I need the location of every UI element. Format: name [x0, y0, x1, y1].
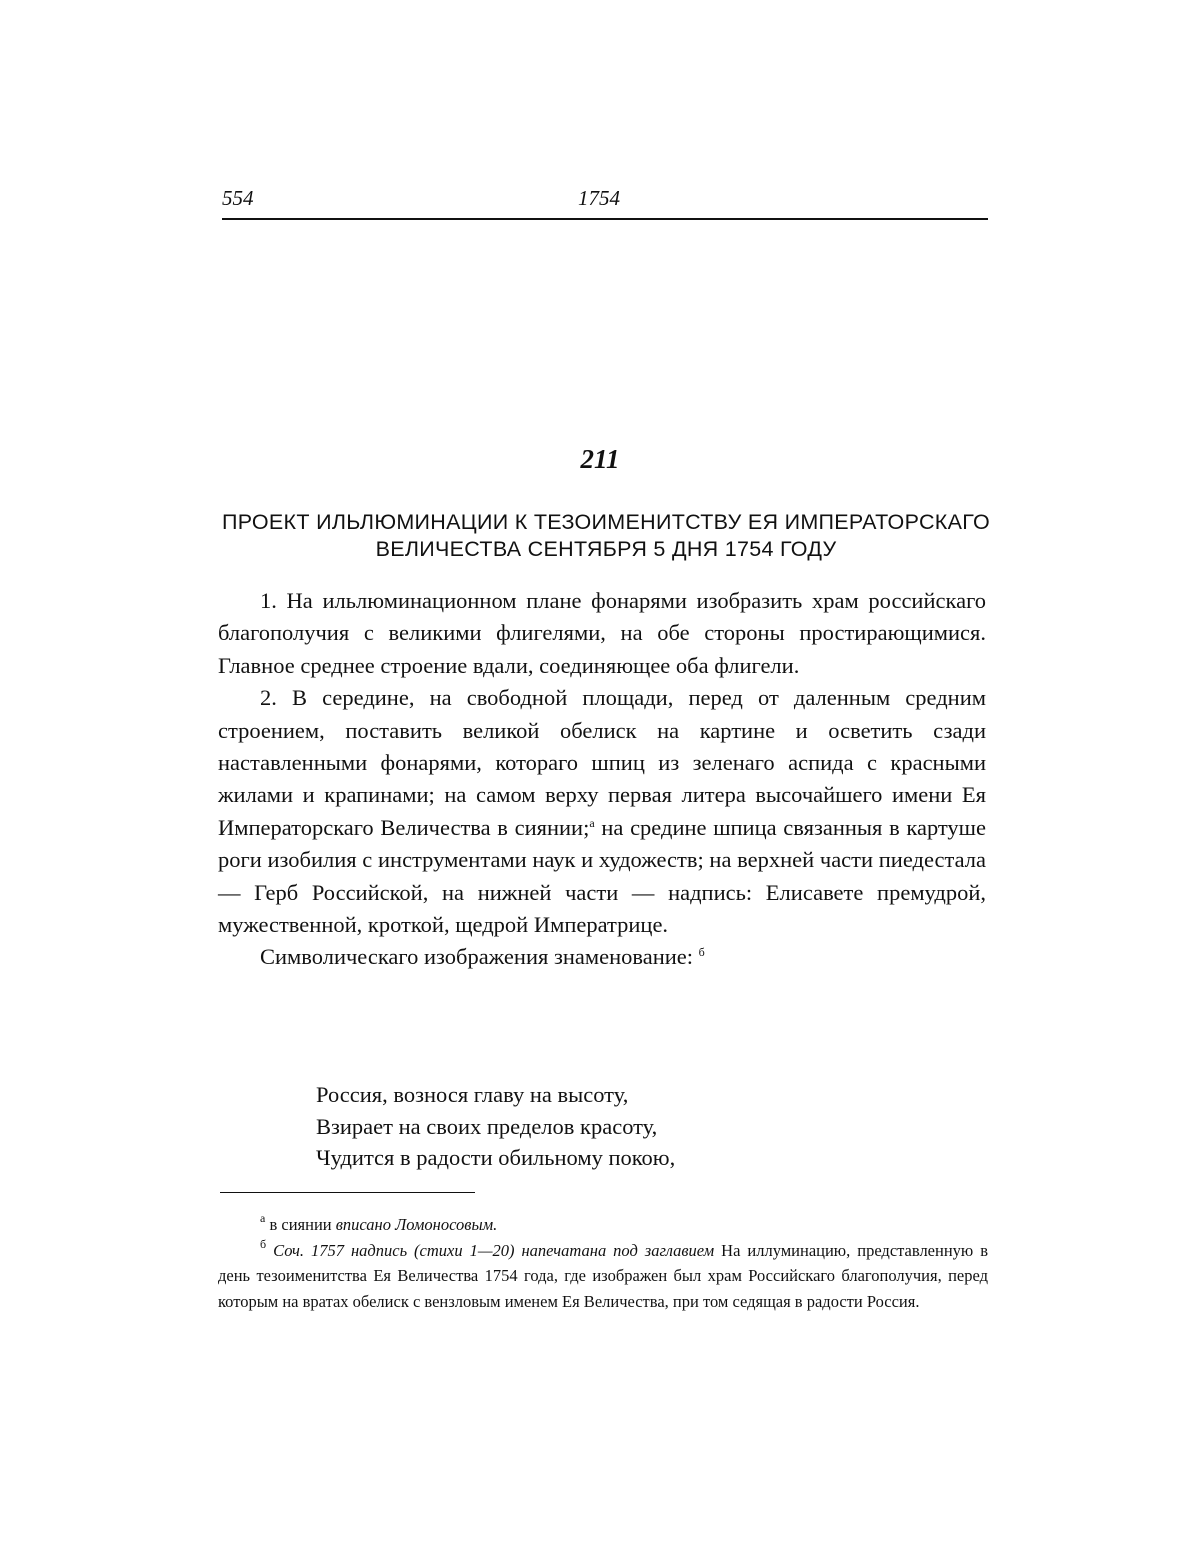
footnote-a-text-1: в сиянии [265, 1215, 336, 1234]
page-number: 554 [222, 186, 254, 210]
body-text [218, 585, 986, 974]
footnote-marker-a: а [589, 815, 595, 830]
verse-line: Чудится в радости обильному покою, [316, 1145, 676, 1170]
footnote-b [218, 1238, 988, 1315]
paragraph-1: 1. На ильлюминационном плане фонарями изобразить храм российскаго благополучия с великими флигелями, на обе стороны простирающимися. Главное среднее строение вдали, соединяющее оба флигели. [218, 588, 986, 678]
paragraph-3 [218, 941, 986, 973]
running-header [222, 186, 988, 222]
footnotes [218, 1212, 988, 1314]
paragraph-3-text: Символическаго изображения знаменование: [260, 944, 694, 970]
document-number: 211 [580, 444, 620, 474]
document-title: ПРОЕКТ ИЛЬЛЮМИНАЦИИ К ТЕЗОИМЕНИТСТВУ ЕЯ ИМПЕРАТОРСКАГО ВЕЛИЧЕСТВА СЕНТЯБРЯ 5 ДНЯ 1754 ГОДУ [221, 510, 991, 561]
paragraph-2-part-2: на средине шпица связанныя в картуше роги изобилия с инструментами наук и художеств; на верхней части пиедестала — Герб Российской, на нижней части — надпись: Елисавете премудрой, мужественной, кроткой, щедрой Императрице. [218, 814, 986, 938]
footnote-a [218, 1212, 988, 1238]
paragraph-2 [218, 682, 986, 941]
header-rule [222, 218, 988, 220]
footnote-b-marker: б [260, 1236, 267, 1251]
footnote-a-text-2: вписано Ломоносовым. [335, 1215, 498, 1234]
footnote-a-marker: а [260, 1211, 266, 1225]
verse-line: Взирает на своих пределов красоту, [316, 1113, 658, 1139]
footnote-rule [220, 1192, 475, 1193]
footnote-b-text-1: Соч. 1757 надпись (стихи 1—20) напечатана под заглавием [266, 1240, 715, 1260]
footnote-marker-b: б [698, 945, 705, 960]
paragraph-2-part-1: 2. В середине, на свободной площади, перед от даленным средним строением, поставить великой обелиск на картине и осветить сзади наставленными фонарями, котораго шпиц из зеленаго аспида с красными жилами и крапинами; на самом верху первая литера высочайшего имени Ея Императорскаго Величества в сиянии; [218, 685, 986, 840]
verse-line: Россия, вознося главу на высоту, [316, 1082, 629, 1107]
verse-block [316, 1079, 675, 1174]
running-head-year: 1754 [578, 186, 620, 210]
footnote-b-text-2: На иллуминацию, представленную в день тезоименитства Ея Величества 1754 года, где изображен был храм Российскаго благополучия, перед которым на вратах обелиск с вензловым именем Ея Величества, при том седящая в радости Россия. [218, 1240, 989, 1311]
